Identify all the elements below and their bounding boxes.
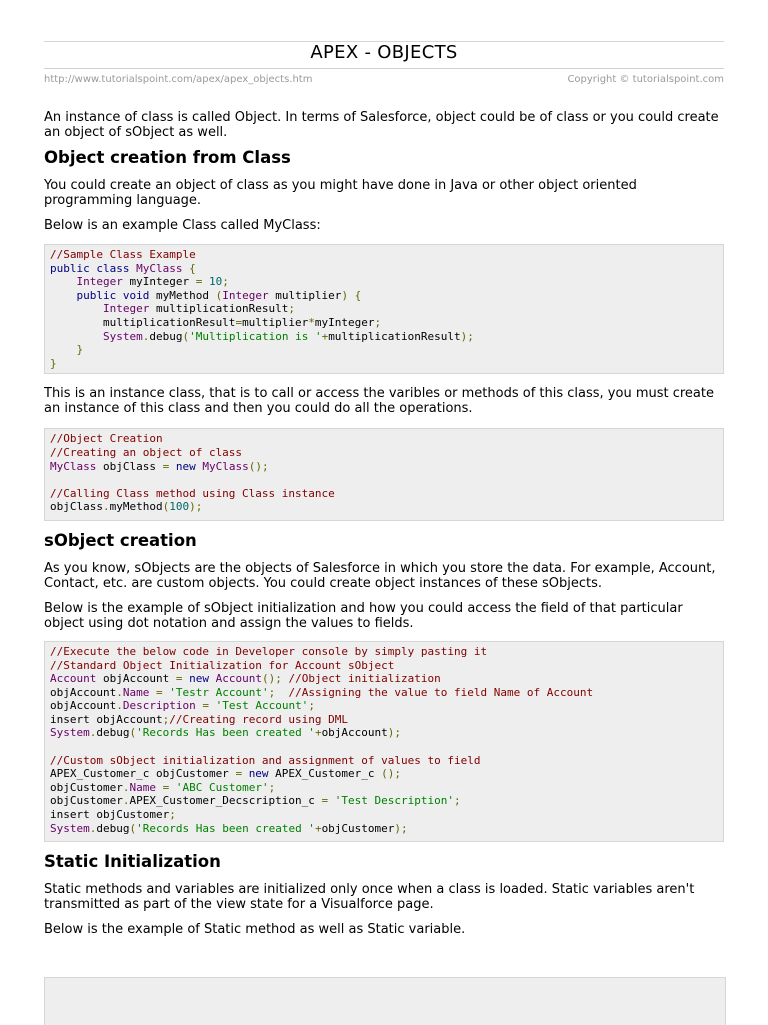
source-url[interactable]: http://www.tutorialspoint.com/apex/apex_objects.htm — [44, 74, 313, 85]
title-divider — [44, 68, 724, 69]
code-block-sobject — [44, 641, 724, 842]
code-line: APEX_Customer_c objCustomer = new APEX_Customer_c (); — [50, 767, 402, 781]
copyright-notice: Copyright © tutorialspoint.com — [567, 74, 724, 85]
code-block-myclass — [44, 244, 724, 374]
intro-paragraph: An instance of class is called Object. In terms of Salesforce, object could be of class or you could create an object of sObject as well. — [44, 110, 719, 140]
code-line: insert objAccount;//Creating record using DML — [50, 712, 349, 726]
section-heading-static-initialization: Static Initialization — [44, 852, 221, 872]
code-line: //Standard Object Initialization for Account sObject — [50, 658, 395, 672]
section1-paragraph-3: This is an instance class, that is to call or access the varibles or methods of this class, you must create an instance of this class and then you could do all the operations. — [44, 386, 714, 417]
code-line: //Sample Class Example — [50, 248, 196, 261]
page-title: APEX - OBJECTS — [310, 42, 458, 63]
code-line: objCustomer.APEX_Customer_Decscription_c = 'Test Description'; — [50, 794, 461, 808]
code-line: insert objCustomer; — [50, 808, 176, 822]
code-line: System.debug('Records Has been created '+objCustomer); — [50, 821, 408, 835]
code-line: objCustomer.Name = 'ABC Customer'; — [50, 780, 276, 794]
section-heading-sobject-creation: sObject creation — [44, 530, 197, 550]
code-line: objAccount.Description = 'Test Account'; — [50, 699, 315, 713]
code-line: Account objAccount = new Account(); //Object initialization — [50, 672, 441, 686]
section2-paragraph-1: As you know, sObjects are the objects of Salesforce in which you store the data. For example, Account, Contact, etc. are custom objects. You could create object instances of these sObjects. — [44, 560, 716, 591]
code-line: } — [50, 343, 84, 357]
code-line: Integer myInteger = 10; — [76, 275, 229, 289]
section3-paragraph-2: Below is the example of Static method as well as Static variable. — [44, 922, 466, 938]
code-line: objClass.myMethod(100); — [50, 500, 203, 514]
code-line: objAccount.Name = 'Testr Account'; //Assigning the value to field Name of Account — [50, 685, 594, 699]
code-line: //Execute the below code in Developer console by simply pasting it — [50, 644, 488, 658]
section2-paragraph-2: Below is the example of sObject initialization and how you could access the field of that particular object using dot notation and assign the values to fields. — [44, 600, 683, 631]
code-line: public class MyClass { — [50, 261, 196, 275]
code-line: System.debug('Multiplication is '+multiplicationResult); — [102, 329, 474, 343]
code-line: Integer multiplicationResult; — [102, 302, 296, 316]
section-heading-object-creation: Object creation from Class — [44, 148, 291, 167]
code-block-static-partial — [44, 977, 726, 1025]
code-line: public void myMethod (Integer multiplier) { — [76, 288, 362, 302]
code-block-object-creation — [44, 428, 724, 521]
code-line: } — [50, 356, 57, 370]
section1-paragraph-2: Below is an example Class called MyClass: — [44, 218, 321, 233]
article-body — [44, 110, 724, 937]
code-line: //Creating an object of class — [50, 445, 243, 459]
code-line: //Object Creation — [50, 432, 163, 446]
code-line: //Custom sObject initialization and assignment of values to field — [50, 753, 481, 767]
code-line: //Calling Class method using Class instance — [50, 486, 335, 500]
section1-paragraph-1: You could create an object of class as you might have done in Java or other object oriented programming language. — [44, 178, 637, 208]
code-line: System.debug('Records Has been created '+objAccount); — [50, 726, 402, 740]
code-line: multiplicationResult=multiplier*myInteger; — [50, 315, 382, 329]
code-line: MyClass objClass = new MyClass(); — [50, 459, 269, 473]
section3-paragraph-1: Static methods and variables are initialized only once when a class is loaded. Static variables aren't transmitted as part of the view state for a Visualforce page. — [44, 882, 695, 913]
